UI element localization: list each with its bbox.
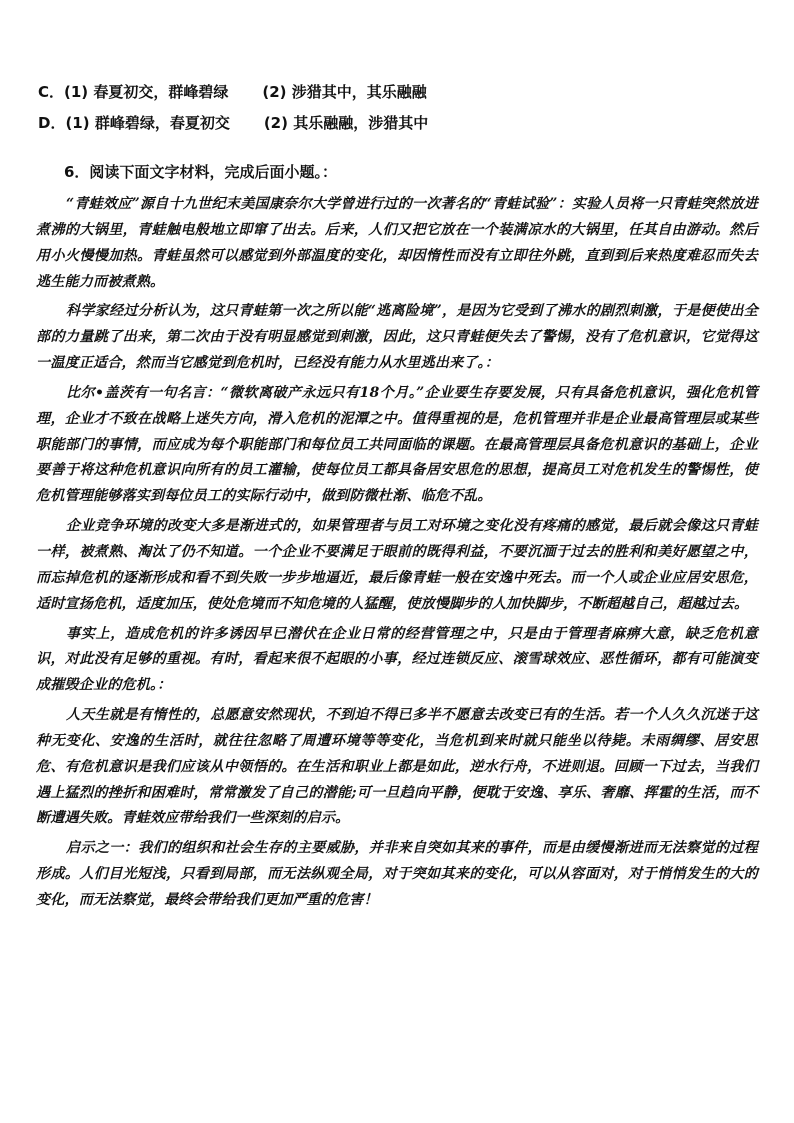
option-d-part2: (2) 其乐融融，涉猎其中 bbox=[263, 114, 429, 132]
option-c-part1: C．(1) 春夏初交，群峰碧绿 bbox=[38, 83, 229, 101]
paragraph-bill-gates-quote: 比尔•盖茨有一句名言：“微软离破产永远只有18个月。”企业要生存要发展，只有具备危机意识，强化危机管理，企业才不致在战略上迷失方向，滑入危机的泥潭之中。值得重视的是，危机管理并非是企业最高管理层或某些职能部门的事情，而应成为每个职能部门和每位员工共同面临的课题。在最高管理层具备危机意识的基础上，企业要善于将这种危机意识向所有的员工灌输，使每位员工都具备居安思危的思想，提高员工对危机发生的警惕性，使危机管理能够落实到每位员工的实际行动中，做到防微杜渐、临危不乱。 bbox=[36, 384, 758, 505]
paragraph-competition-environment: 企业竞争环境的改变大多是渐进式的，如果管理者与员工对环境之变化没有疼痛的感觉，最后就会像这只青蛙一样，被煮熟、淘汰了仍不知道。一个企业不要满足于眼前的既得利益，不要沉湎于过去的胜利和美好愿望之中，而忘掉危机的逐渐形成和看不到失败一步步地逼近，最后像青蛙一般在安逸中死去。而一个人或企业应居安思危，适时宣扬危机，适度加压，使处危境而不知危境的人猛醒，使放慢脚步的人加快脚步，不断超越自己，超越过去。 bbox=[36, 518, 758, 612]
option-c-part2: (2) 涉猎其中，其乐融融 bbox=[262, 83, 427, 101]
paragraph-frog-effect-origin: “青蛙效应”源自十九世纪末美国康奈尔大学曾进行过的一次著名的“青蛙试验”：实验人员将一只青蛙突然放进煮沸的大锅里，青蛙触电般地立即窜了出去。后来，人们又把它放在一个装满凉水的大锅里，任其自由游动。然后用小火慢慢加热。青蛙虽然可以感觉到外部温度的变化，却因惰性而没有立即往外跳，直到到后来热度难忍而失去逃生能力而被煮熟。 bbox=[36, 196, 758, 290]
paragraph-scientist-analysis: 科学家经过分析认为，这只青蛙第一次之所以能“逃离险境”，是因为它受到了沸水的剧烈刺激，于是便使出全部的力量跳了出来，第二次由于没有明显感觉到刺激，因此，这只青蛙便失去了警惕，没有了危机意识，它觉得这一温度正适合，然而当它感觉到危机时，已经没有能力从水里逃出来了。： bbox=[36, 303, 758, 372]
option-d-part1: D．(1) 群峰碧绿，春夏初交 bbox=[38, 114, 230, 132]
paragraph-lesson-one: 启示之一：我们的组织和社会生存的主要威胁，并非来自突如其来的事件，而是由缓慢渐进而无法察觉的过程形成。人们目光短浅，只看到局部，而无法纵观全局，对于突如其来的变化，可以从容面对，对于悄悄发生的大的变化，而无法察觉，最终会带给我们更加严重的危害！ bbox=[36, 840, 758, 908]
option-c bbox=[38, 82, 427, 102]
option-d bbox=[38, 113, 428, 133]
paragraph-human-inertia: 人天生就是有惰性的，总愿意安然现状，不到迫不得已多半不愿意去改变已有的生活。若一个人久久沉迷于这种无变化、安逸的生活时，就往往忽略了周遭环境等等变化，当危机到来时就只能坐以待毙。未雨绸缪、居安思危、有危机意识是我们应该从中领悟的。在生活和职业上都是如此，逆水行舟，不进则退。回顾一下过去，当我们遇上猛烈的挫折和困难时，常常激发了自己的潜能;可一旦趋向平静，便耽于安逸、享乐、奢靡、挥霍的生活，而不断遭遇失败。青蛙效应带给我们一些深刻的启示。 bbox=[36, 707, 758, 827]
question-title: 6．阅读下面文字材料，完成后面小题。： bbox=[64, 163, 337, 181]
reading-passage bbox=[36, 192, 758, 914]
paragraph-crisis-causes: 事实上，造成危机的许多诱因早已潜伏在企业日常的经营管理之中，只是由于管理者麻痹大意，缺乏危机意识，对此没有足够的重视。有时，看起来很不起眼的小事，经过连锁反应、滚雪球效应、恶性循环，都有可能演变成摧毁企业的危机。： bbox=[36, 625, 758, 694]
